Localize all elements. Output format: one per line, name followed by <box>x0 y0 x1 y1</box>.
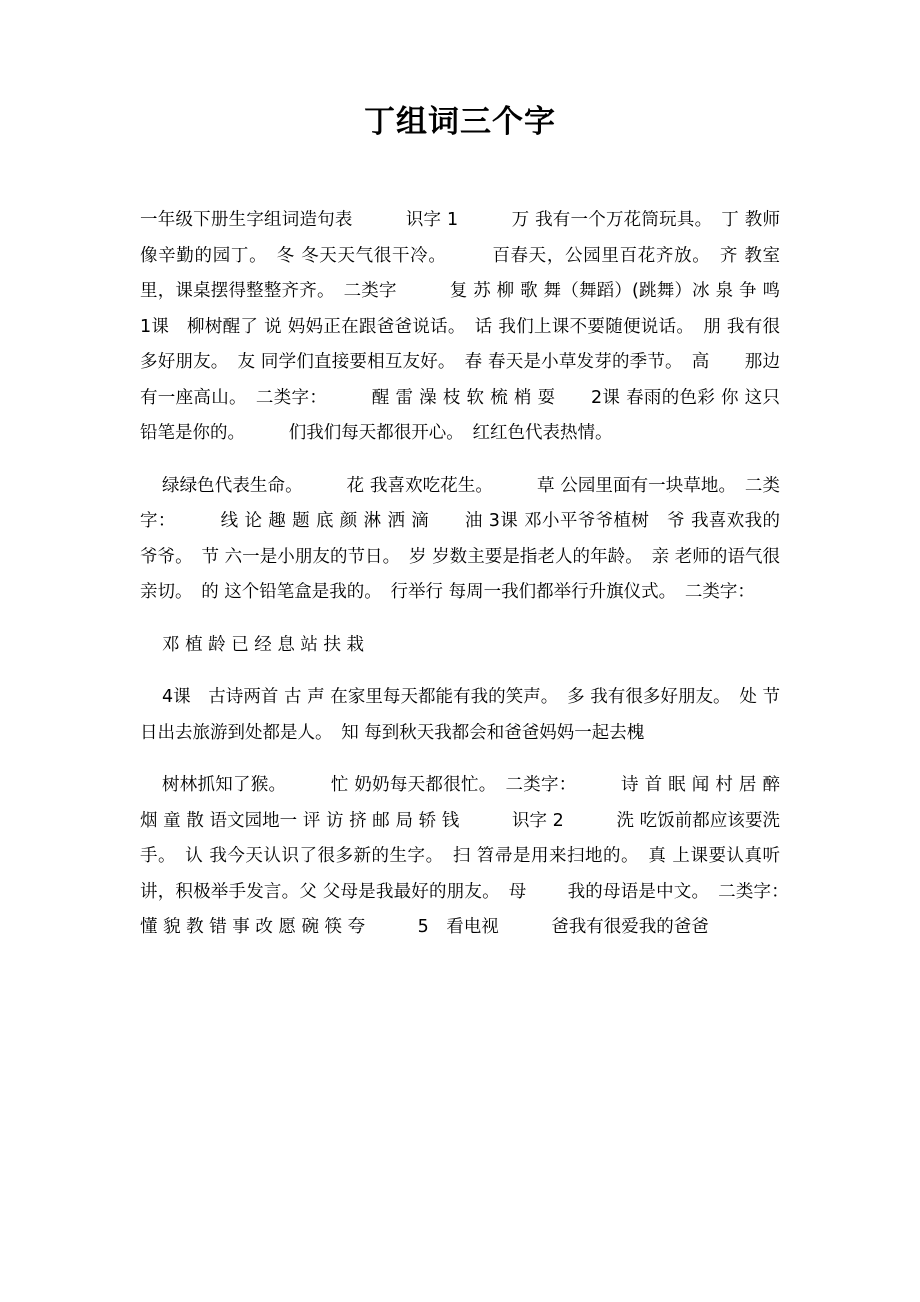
paragraph-4: 4课 古诗两首 古 声 在家里每天都能有我的笑声。 多 我有很多好朋友。 处 节日出去旅游到处都是人。 知 每到秋天我都会和爸爸妈妈一起去槐 <box>140 687 780 743</box>
paragraph-3: 邓 植 龄 已 经 息 站 扶 栽 <box>162 634 365 655</box>
paragraph-1: 一年级下册生字组词造句表 识字 1 万 我有一个万花筒玩具。 丁 教师像辛勤的园丁。 冬 冬天天气很干冷。 百春天，公园里百花齐放。 齐 教室里，课桌摆得整整齐齐。 二类字 复 苏 柳 歌 舞（舞蹈）(跳舞）冰 泉 争 鸣 1课 柳树醒了 说 妈妈正在跟爸爸说话。 话 我们上课不要随便说话。 朋 我有很多好朋友。 友 同学们直接要相互友好。 春 春天是小草发芽的季节。 高 那边有一座高山。 二类字： 醒 雷 澡 枝 软 梳 梢 耍 2课 春雨的色彩 你 这只铅笔是你的。 们我们每天都很开心。 红红色代表热情。 <box>140 210 815 444</box>
document-body <box>0 203 920 946</box>
paragraph-2: 绿绿色代表生命。 花 我喜欢吃花生。 草 公园里面有一块草地。 二类字： 线 论 趣 题 底 颜 淋 洒 滴 油 3课 邓小平爷爷植树 爷 我喜欢我的爷爷。 节 六一是小朋友的节日。 岁 岁数主要是指老人的年龄。 亲 老师的语气很亲切。 的 这个铅笔盒是我的。 行举行 每周一我们都举行升旗仪式。 二类字： <box>140 475 780 603</box>
page-title: 丁组词三个字 <box>364 104 556 140</box>
paragraph-5: 树林抓知了猴。 忙 奶奶每天都很忙。 二类字： 诗 首 眠 闻 村 居 醉 烟 童 散 语文园地一 评 访 挤 邮 局 轿 钱 识字 2 洗 吃饭前都应该要洗手。 认 我今天认识了很多新的生字。 扫 笤帚是用来扫地的。 真 上课要认真听讲，积极举手发言。父 父母是我最好的朋友。 母 我的母语是中文。 二类字： 懂 貌 教 错 事 改 愿 碗 筷 夸 5 看电视 爸我有很爱我的爸爸 <box>140 775 833 938</box>
